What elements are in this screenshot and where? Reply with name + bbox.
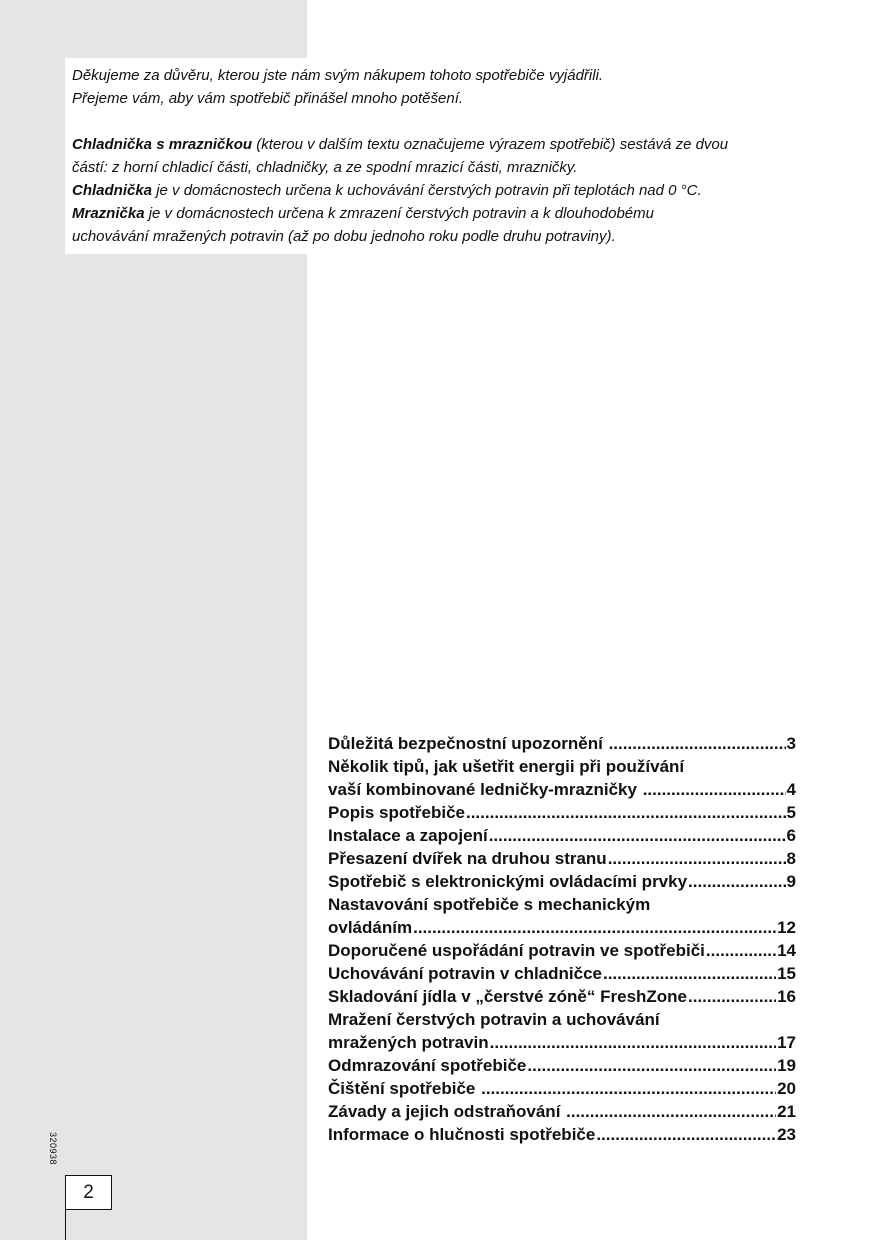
toc-entry <box>328 939 796 962</box>
toc-dot-leader <box>688 870 785 893</box>
toc-entry-title: mražených potravin <box>328 1033 489 1052</box>
toc-entry <box>328 732 796 755</box>
toc-entry-line <box>328 778 796 801</box>
toc-entry-title: Instalace a zapojení <box>328 826 488 845</box>
toc-page-number: 15 <box>777 964 796 983</box>
toc-page-number: 5 <box>786 803 796 822</box>
fridge-term: Chladnička <box>72 182 153 199</box>
toc-entry-line <box>328 1100 796 1123</box>
page-number: 2 <box>83 1181 94 1203</box>
freezer-desc-cont: uchovávání mražených potravin (až po dobu jednoho roku podle druhu potraviny). <box>72 228 616 245</box>
toc-entry <box>328 962 796 985</box>
toc-page-number: 14 <box>777 941 796 960</box>
fridge-freezer-desc: (kterou v dalším textu označujeme výrazem spotřebič) sestává ze dvou <box>252 136 729 153</box>
toc-entry-title: Důležitá bezpečnostní upozornění <box>328 734 608 753</box>
toc-entry-title: vaší kombinované ledničky-mrazničky <box>328 780 642 799</box>
page-number-rule <box>65 1209 66 1240</box>
toc-page-number: 3 <box>786 734 796 753</box>
toc-entry <box>328 1008 796 1054</box>
toc-entry-line <box>328 824 796 847</box>
fridge-freezer-desc-cont: částí: z horní chladicí části, chladničky, a ze spodní mrazicí části, mrazničky. <box>72 159 578 176</box>
toc-entry-line <box>328 985 796 1008</box>
toc-page-number: 19 <box>777 1056 796 1075</box>
toc-dot-leader <box>608 847 786 870</box>
toc-entry <box>328 824 796 847</box>
toc-entry-title: ovládáním <box>328 918 413 937</box>
toc-entry-line <box>328 1031 796 1054</box>
toc-entry-title-line: Několik tipů, jak ušetřit energii při používání <box>328 757 685 776</box>
toc-entry-title: Závady a jejich odstraňování <box>328 1102 566 1121</box>
toc-dot-leader <box>688 985 776 1008</box>
toc-dot-leader <box>466 801 786 824</box>
toc-entry-title: Přesazení dvířek na druhou stranu <box>328 849 607 868</box>
freezer-term: Mraznička <box>72 205 145 222</box>
toc-entry <box>328 870 796 893</box>
toc-dot-leader <box>643 778 786 801</box>
toc-entry-line <box>328 962 796 985</box>
fridge-paragraph <box>72 179 825 202</box>
toc-entry-title: Spotřebič s elektronickými ovládacími prvky <box>328 872 688 891</box>
toc-entry-line <box>328 801 796 824</box>
toc-page-number: 12 <box>777 918 796 937</box>
thanks-line: Děkujeme za důvěru, kterou jste nám svým nákupem tohoto spotřebiče vyjádřili. <box>72 67 604 84</box>
freezer-paragraph <box>72 202 825 225</box>
toc-dot-leader <box>481 1077 776 1100</box>
toc-entry-line <box>328 1054 796 1077</box>
toc-page-number: 16 <box>777 987 796 1006</box>
toc-entry-line <box>328 916 796 939</box>
toc-dot-leader <box>489 824 786 847</box>
page-number-box <box>65 1175 112 1210</box>
wish-line: Přejeme vám, aby vám spotřebič přinášel mnoho potěšení. <box>72 90 464 107</box>
toc-entry-line <box>328 847 796 870</box>
toc-dot-leader <box>566 1100 776 1123</box>
toc-entry <box>328 847 796 870</box>
table-of-contents <box>328 732 796 1146</box>
document-code: 320938 <box>48 1132 58 1166</box>
toc-dot-leader <box>609 732 786 755</box>
toc-entry-title: Informace o hlučnosti spotřebiče <box>328 1125 596 1144</box>
toc-entry-title: Odmrazování spotřebiče <box>328 1056 527 1075</box>
toc-entry <box>328 1100 796 1123</box>
toc-dot-leader <box>527 1054 776 1077</box>
toc-dot-leader <box>706 939 776 962</box>
intro-text-block <box>65 58 825 254</box>
toc-entry <box>328 893 796 939</box>
toc-dot-leader <box>490 1031 776 1054</box>
toc-page-number: 20 <box>777 1079 796 1098</box>
toc-entry <box>328 985 796 1008</box>
toc-entry <box>328 1054 796 1077</box>
toc-entry-line <box>328 1123 796 1146</box>
toc-entry-title: Čištění spotřebiče <box>328 1079 481 1098</box>
toc-page-number: 17 <box>777 1033 796 1052</box>
fridge-desc: je v domácnostech určena k uchovávání čerstvých potravin při teplotách nad 0 °C. <box>152 182 702 199</box>
toc-dot-leader <box>603 962 776 985</box>
toc-entry <box>328 801 796 824</box>
toc-page-number: 4 <box>786 780 796 799</box>
toc-entry <box>328 755 796 801</box>
toc-dot-leader <box>413 916 776 939</box>
paragraph-gap <box>72 110 825 133</box>
toc-page-number: 23 <box>777 1125 796 1144</box>
toc-entry-line <box>328 732 796 755</box>
freezer-desc: je v domácnostech určena k zmrazení čerstvých potravin a k dlouhodobému <box>144 205 654 222</box>
toc-page-number: 21 <box>777 1102 796 1121</box>
toc-page-number: 8 <box>786 849 796 868</box>
toc-entry-title: Popis spotřebiče <box>328 803 465 822</box>
toc-entry <box>328 1123 796 1146</box>
toc-entry-line <box>328 939 796 962</box>
toc-dot-leader <box>596 1123 776 1146</box>
fridge-freezer-paragraph <box>72 133 825 156</box>
toc-entry-title: Doporučené uspořádání potravin ve spotřebiči <box>328 941 705 960</box>
toc-entry-title-line: Mražení čerstvých potravin a uchovávání <box>328 1010 660 1029</box>
toc-page-number: 6 <box>786 826 796 845</box>
fridge-freezer-term: Chladnička s mrazničkou <box>72 136 253 153</box>
toc-entry-line <box>328 1077 796 1100</box>
toc-entry-title-line: Nastavování spotřebiče s mechanickým <box>328 895 651 914</box>
toc-page-number: 9 <box>786 872 796 891</box>
toc-entry-title: Uchovávání potravin v chladničce <box>328 964 602 983</box>
toc-entry <box>328 1077 796 1100</box>
toc-entry-line <box>328 870 796 893</box>
toc-entry-title: Skladování jídla v „čerstvé zóně“ FreshZone <box>328 987 688 1006</box>
